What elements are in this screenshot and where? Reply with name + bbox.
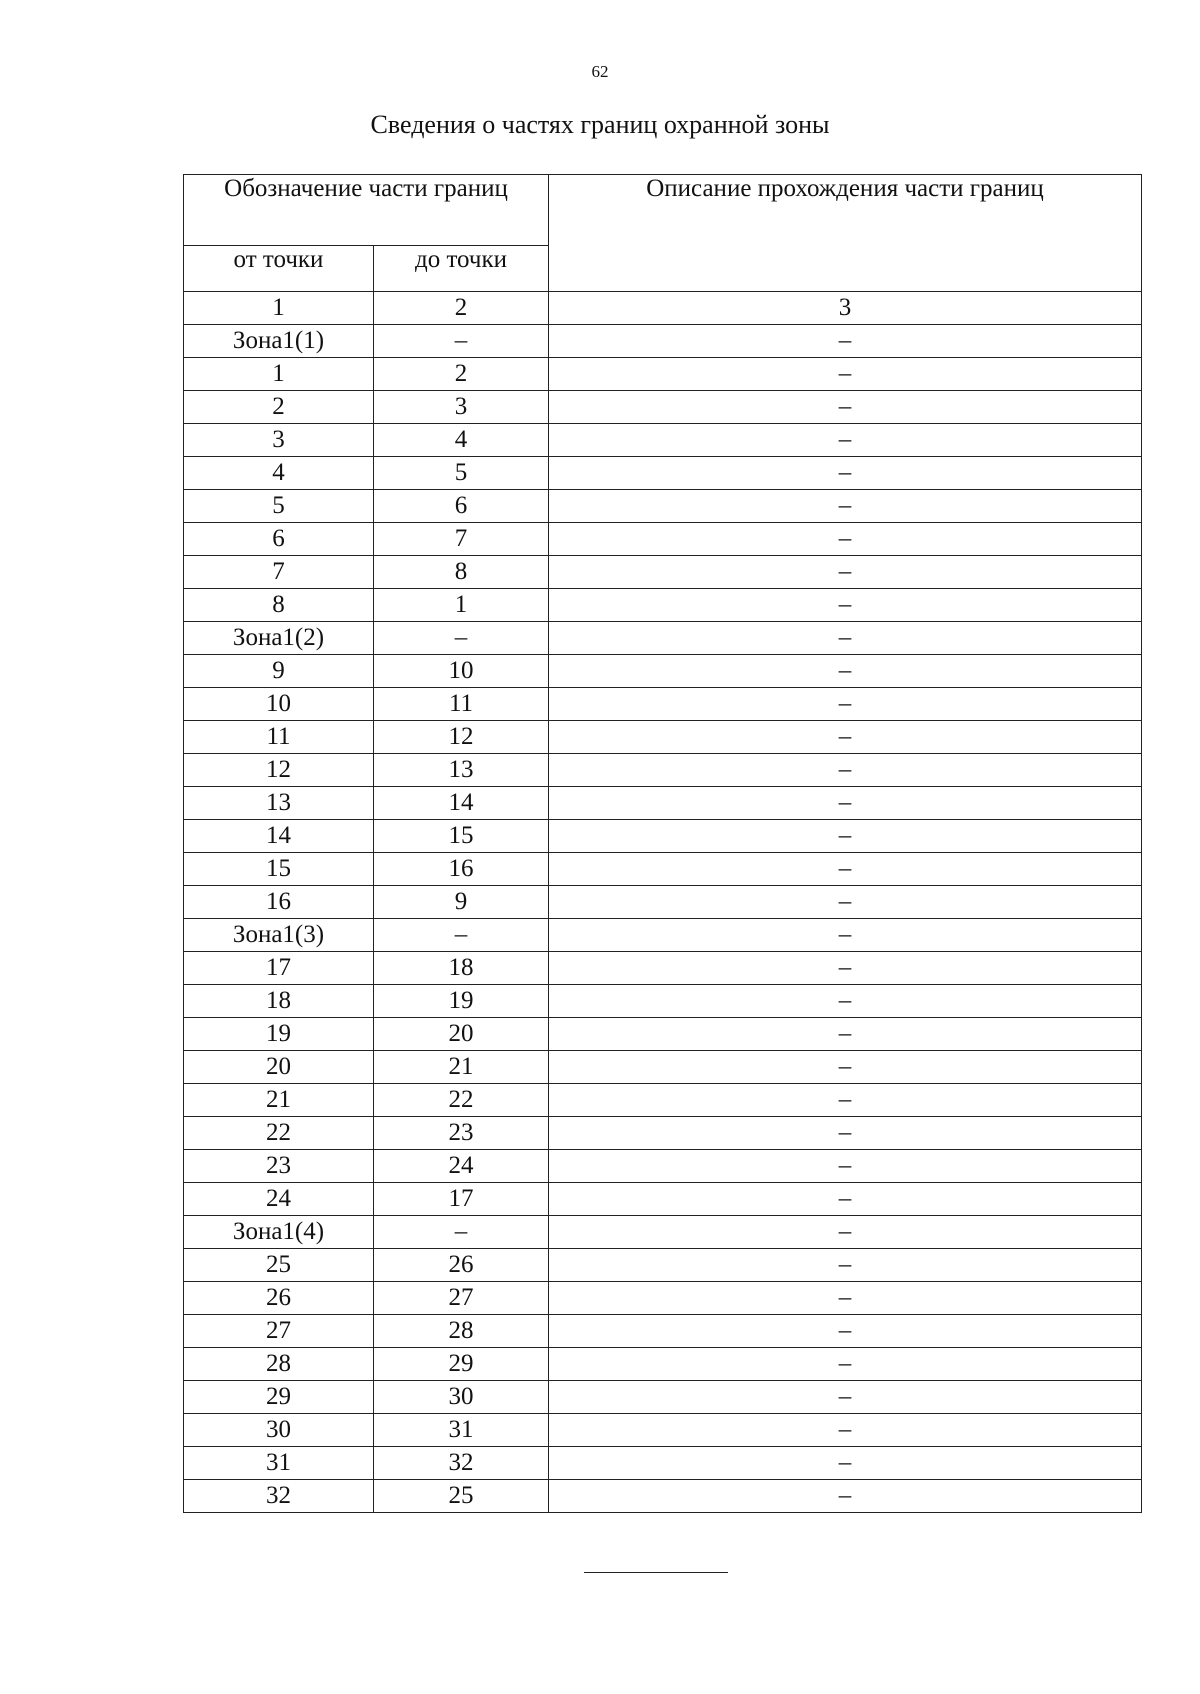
cell-description: – bbox=[549, 688, 1142, 721]
cell-from-point: Зона1(4) bbox=[184, 1216, 374, 1249]
cell-to-point: 1 bbox=[374, 589, 549, 622]
cell-to-point: – bbox=[374, 622, 549, 655]
cell-to-point: 24 bbox=[374, 1150, 549, 1183]
cell-from-point: 9 bbox=[184, 655, 374, 688]
cell-description: – bbox=[549, 820, 1142, 853]
table-row bbox=[184, 1315, 1142, 1348]
cell-from-point: 5 bbox=[184, 490, 374, 523]
cell-from-point: 26 bbox=[184, 1282, 374, 1315]
table-row bbox=[184, 985, 1142, 1018]
footer-divider bbox=[584, 1572, 728, 1573]
cell-from-point: Зона1(2) bbox=[184, 622, 374, 655]
page-number: 62 bbox=[591, 62, 609, 81]
cell-from-point: Зона1(1) bbox=[184, 325, 374, 358]
table-row bbox=[184, 1051, 1142, 1084]
cell-from-point: 29 bbox=[184, 1381, 374, 1414]
cell-to-point: 11 bbox=[374, 688, 549, 721]
table-row bbox=[184, 655, 1142, 688]
cell-from-point: 24 bbox=[184, 1183, 374, 1216]
boundary-parts-table bbox=[183, 174, 1142, 1513]
cell-from-point: 20 bbox=[184, 1051, 374, 1084]
cell-from-point: 11 bbox=[184, 721, 374, 754]
table-row bbox=[184, 589, 1142, 622]
cell-description: – bbox=[549, 490, 1142, 523]
table-row bbox=[184, 490, 1142, 523]
cell-description: – bbox=[549, 1414, 1142, 1447]
cell-to-point: 22 bbox=[374, 1084, 549, 1117]
table-row bbox=[184, 556, 1142, 589]
cell-from-point: 7 bbox=[184, 556, 374, 589]
cell-to-point: – bbox=[374, 1216, 549, 1249]
cell-to-point: – bbox=[374, 325, 549, 358]
cell-to-point: 6 bbox=[374, 490, 549, 523]
cell-description: – bbox=[549, 1216, 1142, 1249]
cell-to-point: 30 bbox=[374, 1381, 549, 1414]
cell-to-point: 8 bbox=[374, 556, 549, 589]
cell-description: – bbox=[549, 358, 1142, 391]
table-row bbox=[184, 391, 1142, 424]
table-row bbox=[184, 754, 1142, 787]
cell-to-point: 3 bbox=[374, 391, 549, 424]
cell-to-point: 26 bbox=[374, 1249, 549, 1282]
table-row bbox=[184, 886, 1142, 919]
cell-to-point: 29 bbox=[374, 1348, 549, 1381]
cell-description: – bbox=[549, 325, 1142, 358]
cell-description: – bbox=[549, 1348, 1142, 1381]
table-row bbox=[184, 358, 1142, 391]
column-number: 2 bbox=[374, 292, 549, 325]
table-body bbox=[184, 292, 1142, 1513]
header-to-point: до точки bbox=[374, 246, 549, 292]
cell-description: – bbox=[549, 886, 1142, 919]
table-row bbox=[184, 1216, 1142, 1249]
cell-description: – bbox=[549, 952, 1142, 985]
cell-from-point: 10 bbox=[184, 688, 374, 721]
cell-to-point: 9 bbox=[374, 886, 549, 919]
table-row bbox=[184, 1150, 1142, 1183]
cell-to-point: 15 bbox=[374, 820, 549, 853]
table-row bbox=[184, 457, 1142, 490]
table-row bbox=[184, 1018, 1142, 1051]
cell-from-point: 18 bbox=[184, 985, 374, 1018]
table-row bbox=[184, 1480, 1142, 1513]
cell-description: – bbox=[549, 556, 1142, 589]
table-row bbox=[184, 1348, 1142, 1381]
cell-from-point: 31 bbox=[184, 1447, 374, 1480]
cell-description: – bbox=[549, 655, 1142, 688]
cell-from-point: 8 bbox=[184, 589, 374, 622]
cell-description: – bbox=[549, 589, 1142, 622]
cell-from-point: 1 bbox=[184, 358, 374, 391]
cell-to-point: 18 bbox=[374, 952, 549, 985]
cell-description: – bbox=[549, 1249, 1142, 1282]
cell-description: – bbox=[549, 1447, 1142, 1480]
cell-to-point: 32 bbox=[374, 1447, 549, 1480]
cell-from-point: 17 bbox=[184, 952, 374, 985]
table-row bbox=[184, 853, 1142, 886]
cell-from-point: Зона1(3) bbox=[184, 919, 374, 952]
table-header bbox=[184, 175, 1142, 292]
cell-description: – bbox=[549, 457, 1142, 490]
table-row bbox=[184, 688, 1142, 721]
table-row bbox=[184, 1117, 1142, 1150]
page-title: Сведения о частях границ охранной зоны bbox=[370, 110, 830, 139]
boundary-table-container bbox=[183, 174, 1142, 1513]
cell-from-point: 3 bbox=[184, 424, 374, 457]
cell-from-point: 12 bbox=[184, 754, 374, 787]
cell-description: – bbox=[549, 721, 1142, 754]
table-row bbox=[184, 787, 1142, 820]
table-row bbox=[184, 325, 1142, 358]
cell-description: – bbox=[549, 1117, 1142, 1150]
table-row bbox=[184, 820, 1142, 853]
table-row bbox=[184, 1447, 1142, 1480]
column-number: 1 bbox=[184, 292, 374, 325]
cell-description: – bbox=[549, 622, 1142, 655]
cell-description: – bbox=[549, 1018, 1142, 1051]
cell-from-point: 25 bbox=[184, 1249, 374, 1282]
cell-description: – bbox=[549, 1282, 1142, 1315]
column-number: 3 bbox=[549, 292, 1142, 325]
table-row bbox=[184, 919, 1142, 952]
cell-from-point: 19 bbox=[184, 1018, 374, 1051]
cell-from-point: 16 bbox=[184, 886, 374, 919]
cell-from-point: 22 bbox=[184, 1117, 374, 1150]
cell-to-point: 31 bbox=[374, 1414, 549, 1447]
cell-to-point: 4 bbox=[374, 424, 549, 457]
cell-to-point: 16 bbox=[374, 853, 549, 886]
cell-to-point: – bbox=[374, 919, 549, 952]
table-row bbox=[184, 1282, 1142, 1315]
cell-to-point: 12 bbox=[374, 721, 549, 754]
table-row bbox=[184, 721, 1142, 754]
cell-from-point: 6 bbox=[184, 523, 374, 556]
cell-from-point: 27 bbox=[184, 1315, 374, 1348]
table-row bbox=[184, 622, 1142, 655]
cell-to-point: 21 bbox=[374, 1051, 549, 1084]
cell-from-point: 30 bbox=[184, 1414, 374, 1447]
cell-description: – bbox=[549, 754, 1142, 787]
cell-description: – bbox=[549, 391, 1142, 424]
table-row bbox=[184, 952, 1142, 985]
cell-to-point: 28 bbox=[374, 1315, 549, 1348]
cell-description: – bbox=[549, 1150, 1142, 1183]
column-number-row bbox=[184, 292, 1142, 325]
cell-to-point: 17 bbox=[374, 1183, 549, 1216]
cell-to-point: 14 bbox=[374, 787, 549, 820]
cell-to-point: 19 bbox=[374, 985, 549, 1018]
cell-from-point: 2 bbox=[184, 391, 374, 424]
table-row bbox=[184, 1084, 1142, 1117]
cell-description: – bbox=[549, 919, 1142, 952]
header-description: Описание прохождения части границ bbox=[549, 175, 1142, 292]
cell-to-point: 13 bbox=[374, 754, 549, 787]
cell-from-point: 15 bbox=[184, 853, 374, 886]
cell-from-point: 32 bbox=[184, 1480, 374, 1513]
cell-to-point: 7 bbox=[374, 523, 549, 556]
cell-from-point: 4 bbox=[184, 457, 374, 490]
cell-to-point: 27 bbox=[374, 1282, 549, 1315]
header-designation: Обозначение части границ bbox=[184, 175, 549, 246]
cell-to-point: 10 bbox=[374, 655, 549, 688]
cell-description: – bbox=[549, 1480, 1142, 1513]
table-row bbox=[184, 1381, 1142, 1414]
cell-from-point: 13 bbox=[184, 787, 374, 820]
table-row bbox=[184, 1249, 1142, 1282]
table-row bbox=[184, 523, 1142, 556]
cell-description: – bbox=[549, 1051, 1142, 1084]
table-row bbox=[184, 1183, 1142, 1216]
cell-to-point: 20 bbox=[374, 1018, 549, 1051]
cell-to-point: 25 bbox=[374, 1480, 549, 1513]
table-row bbox=[184, 1414, 1142, 1447]
cell-to-point: 5 bbox=[374, 457, 549, 490]
cell-description: – bbox=[549, 523, 1142, 556]
cell-description: – bbox=[549, 1315, 1142, 1348]
cell-from-point: 28 bbox=[184, 1348, 374, 1381]
cell-description: – bbox=[549, 424, 1142, 457]
cell-description: – bbox=[549, 1183, 1142, 1216]
cell-from-point: 14 bbox=[184, 820, 374, 853]
cell-description: – bbox=[549, 853, 1142, 886]
cell-to-point: 2 bbox=[374, 358, 549, 391]
cell-to-point: 23 bbox=[374, 1117, 549, 1150]
cell-description: – bbox=[549, 1381, 1142, 1414]
header-from-point: от точки bbox=[184, 246, 374, 292]
cell-from-point: 23 bbox=[184, 1150, 374, 1183]
cell-description: – bbox=[549, 985, 1142, 1018]
cell-description: – bbox=[549, 787, 1142, 820]
table-row bbox=[184, 424, 1142, 457]
cell-from-point: 21 bbox=[184, 1084, 374, 1117]
cell-description: – bbox=[549, 1084, 1142, 1117]
